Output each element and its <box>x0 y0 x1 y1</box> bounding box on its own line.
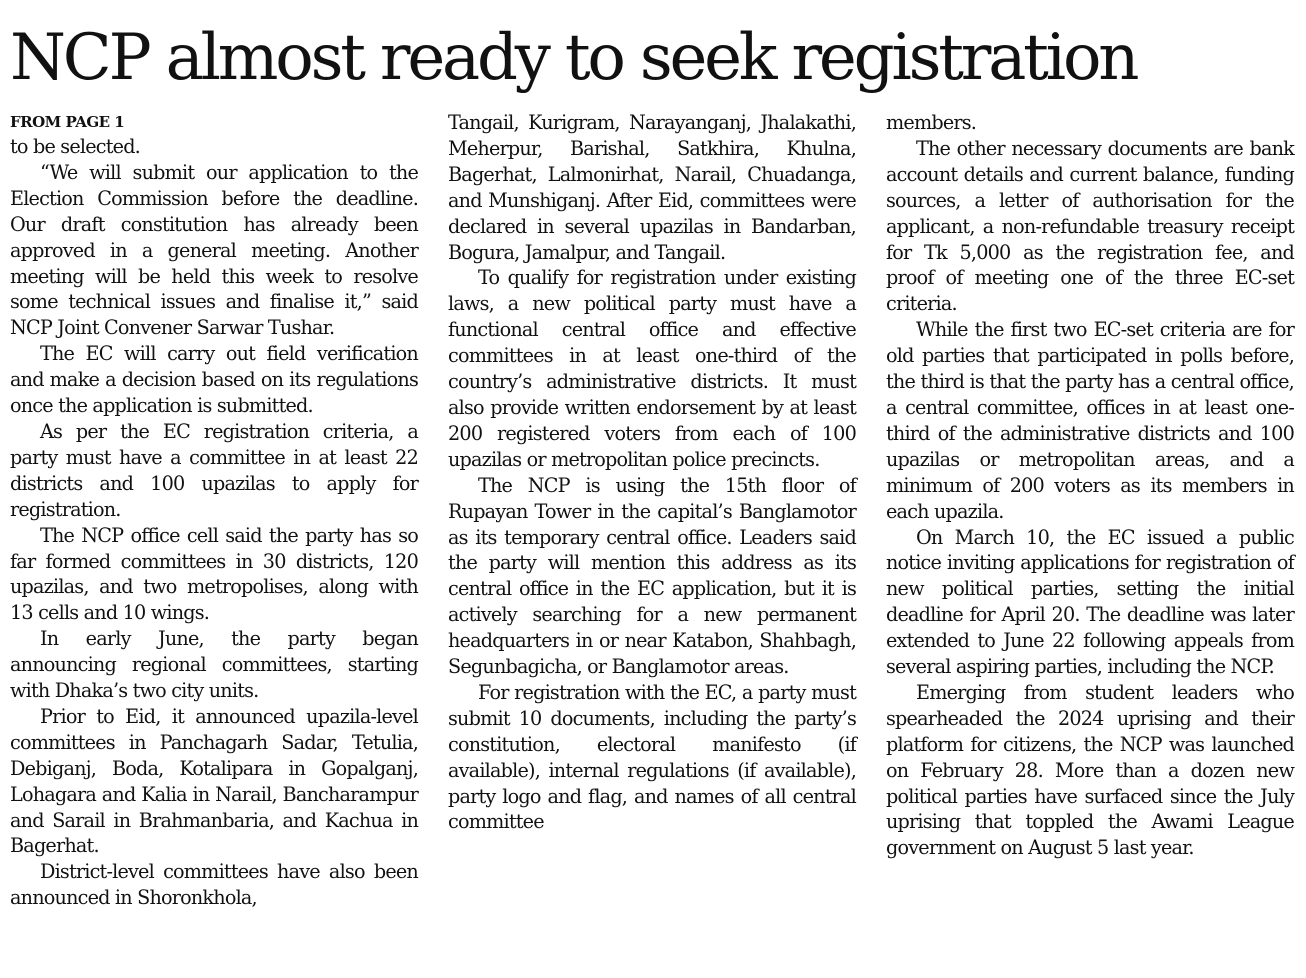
article-headline: NCP almost ready to seek registration <box>10 21 1137 95</box>
paragraph-3: The EC will carry out field verification and make a decision based on its regulations once the application is submitted. <box>10 342 418 418</box>
from-page-label: FROM PAGE 1 <box>10 113 125 131</box>
paragraph-2: “We will submit our application to the Election Commission before the deadline. Our draft constitution has already been approved in a general meeting. Another meeting will be held this week to resolve some technical issues and finalise it,” said NCP Joint Convener Sarwar Tushar. <box>10 160 418 340</box>
paragraph-10: The NCP is using the 15th floor of Rupayan Tower in the capital’s Banglamotor as its temporary central office. Leaders said the party will mention this address as its central office in the EC application, but it is actively searching for a new permanent headquarters in or near Katabon, Shahbagh, Segunbagicha, or Banglamotor areas. <box>448 473 856 679</box>
paragraph-14: On March 10, the EC issued a public notice inviting applications for registration of new political parties, setting the initial deadline for April 20. The deadline was later extended to June 22 following appeals from several aspiring parties, including the NCP. <box>886 525 1294 679</box>
paragraph-9: To qualify for registration under existing laws, a new political party must have a functional central office and effective committees in at least one-third of the country’s administrative districts. It must also provide written endorsement by at least 200 registered voters from each of 100 upazilas or metropolitan police precincts. <box>448 266 856 471</box>
paragraph-1: to be selected. <box>10 135 140 158</box>
paragraph-11-continued: members. <box>886 111 977 134</box>
paragraph-15: Emerging from student leaders who spearheaded the 2024 uprising and their platform for citizens, the NCP was launched on February 28. More than a dozen new political parties have surfaced since the July uprising that toppled the Awami League government on August 5 last year. <box>886 680 1294 860</box>
paragraph-7: Prior to Eid, it announced upazila-level committees in Panchagarh Sadar, Tetulia, Debiganj, Boda, Kotalipara in Gopalganj, Lohagara and Kalia in Narail, Bancharampur and Sarail in Brahmanbaria, and Kachua in Bagerhat. <box>10 704 418 858</box>
paragraph-11-start: For registration with the EC, a party must submit 10 documents, including the party’s constitution, electoral manifesto (if available), internal regulations (if available), party logo and flag, and names of all central committee <box>448 680 856 834</box>
paragraph-13: While the first two EC-set criteria are for old parties that participated in polls before, the third is that the party has a central office, a central committee, offices in at least one-third of the administrative districts and 100 upazilas or metropolitan areas, and a minimum of 200 voters as its members in each upazila. <box>886 318 1294 523</box>
paragraph-12: The other necessary documents are bank account details and current balance, funding sources, a letter of authorisation for the applicant, a non-refundable treasury receipt for Tk 5,000 as the registration fee, and proof of meeting one of the three EC-set criteria. <box>886 136 1294 316</box>
article-column-2 <box>448 110 856 835</box>
article-column-1 <box>10 110 418 911</box>
paragraph-8-start: District-level committees have also been announced in Shoronkhola, <box>10 860 418 910</box>
paragraph-8-continued: Tangail, Kurigram, Narayanganj, Jhalakathi, Meherpur, Barishal, Satkhira, Khulna, Bagerhat, Lalmonirhat, Narail, Chuadanga, and Munshiganj. After Eid, committees were declared in several upazilas in Bandarban, Bogura, Jamalpur, and Tangail. <box>448 111 856 264</box>
paragraph-6: In early June, the party began announcing regional committees, starting with Dhaka’s two city units. <box>10 627 418 703</box>
paragraph-4: As per the EC registration criteria, a party must have a committee in at least 22 districts and 100 upazilas to apply for registration. <box>10 419 418 521</box>
article-column-3 <box>886 110 1294 861</box>
paragraph-5: The NCP office cell said the party has so far formed committees in 30 districts, 120 upazilas, and two metropolises, along with 13 cells and 10 wings. <box>10 523 418 625</box>
